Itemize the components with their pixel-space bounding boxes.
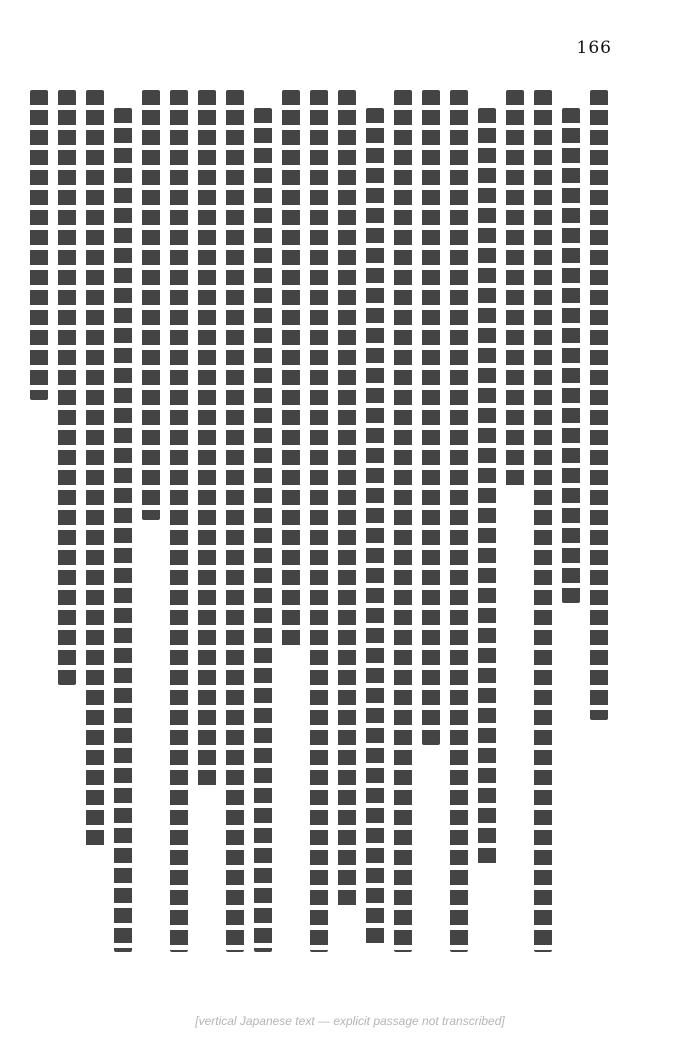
page-number: 166 <box>576 38 612 58</box>
text-column-redacted <box>282 90 300 650</box>
text-column-redacted <box>562 108 580 603</box>
text-column-redacted <box>590 90 608 720</box>
text-column-redacted <box>478 108 496 868</box>
text-column-redacted <box>394 90 412 952</box>
text-column-redacted <box>170 90 188 952</box>
text-column-redacted <box>506 90 524 490</box>
text-column-redacted <box>226 90 244 952</box>
vertical-text-area <box>80 90 608 980</box>
text-column-redacted <box>142 90 160 520</box>
text-column-redacted <box>450 90 468 952</box>
text-column-redacted <box>198 90 216 790</box>
text-column-redacted <box>310 90 328 952</box>
text-column-redacted <box>58 90 76 685</box>
text-column-redacted <box>254 108 272 952</box>
text-column-redacted <box>86 90 104 848</box>
text-column-redacted <box>422 90 440 745</box>
text-column-redacted <box>114 108 132 952</box>
redaction-note: [vertical Japanese text — explicit passage not transcribed] <box>195 1014 505 1028</box>
text-column-redacted <box>338 90 356 910</box>
text-column-redacted <box>30 90 48 400</box>
text-column-redacted <box>366 108 384 948</box>
text-column-redacted <box>534 90 552 952</box>
